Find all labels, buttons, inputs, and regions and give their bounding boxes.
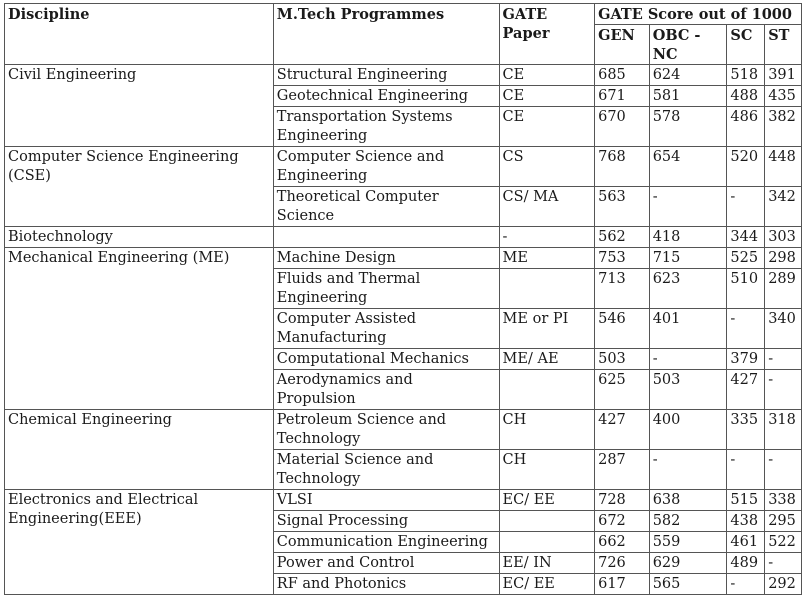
header-obc: OBC - NC — [649, 25, 727, 65]
sc-score-cell: 427 — [727, 370, 765, 410]
st-score-cell: 295 — [765, 511, 802, 532]
sc-score-cell: - — [727, 309, 765, 349]
st-score-cell: 289 — [765, 269, 802, 309]
st-score-cell: 340 — [765, 309, 802, 349]
programme-cell: Theoretical Computer Science — [273, 187, 499, 227]
programme-cell: Material Science and Technology — [273, 450, 499, 490]
st-score-cell: 522 — [765, 532, 802, 553]
programme-cell: Machine Design — [273, 248, 499, 269]
sc-score-cell: - — [727, 574, 765, 595]
gate-paper-cell: EC/ EE — [499, 490, 595, 511]
discipline-cell: Electronics and Electrical Engineering(EEE) — [5, 490, 274, 595]
gen-score-cell: 546 — [595, 309, 650, 349]
table-row — [5, 227, 802, 248]
gate-paper-cell — [499, 532, 595, 553]
discipline-cell: Chemical Engineering — [5, 410, 274, 490]
obc-score-cell: 400 — [649, 410, 727, 450]
table-row — [5, 248, 802, 269]
header-gate-paper: GATE Paper — [499, 4, 595, 65]
gen-score-cell: 753 — [595, 248, 650, 269]
sc-score-cell: 515 — [727, 490, 765, 511]
gate-paper-cell: ME/ AE — [499, 349, 595, 370]
st-score-cell: 448 — [765, 147, 802, 187]
sc-score-cell: 438 — [727, 511, 765, 532]
st-score-cell: 318 — [765, 410, 802, 450]
gate-paper-cell: CH — [499, 450, 595, 490]
gate-paper-cell: CH — [499, 410, 595, 450]
programme-cell: RF and Photonics — [273, 574, 499, 595]
sc-score-cell: 510 — [727, 269, 765, 309]
programme-cell: Signal Processing — [273, 511, 499, 532]
gate-paper-cell: ME or PI — [499, 309, 595, 349]
obc-score-cell: 582 — [649, 511, 727, 532]
gen-score-cell: 617 — [595, 574, 650, 595]
programme-cell: Power and Control — [273, 553, 499, 574]
sc-score-cell: 461 — [727, 532, 765, 553]
obc-score-cell: - — [649, 349, 727, 370]
programme-cell: Transportation Systems Engineering — [273, 107, 499, 147]
sc-score-cell: 379 — [727, 349, 765, 370]
header-programme: M.Tech Programmes — [273, 4, 499, 65]
st-score-cell: 338 — [765, 490, 802, 511]
gate-paper-cell — [499, 269, 595, 309]
gate-paper-cell: ME — [499, 248, 595, 269]
st-score-cell: 292 — [765, 574, 802, 595]
st-score-cell: - — [765, 450, 802, 490]
st-score-cell: 382 — [765, 107, 802, 147]
table-row — [5, 147, 802, 187]
obc-score-cell: 629 — [649, 553, 727, 574]
st-score-cell: - — [765, 349, 802, 370]
obc-score-cell: 418 — [649, 227, 727, 248]
gate-paper-cell: CS — [499, 147, 595, 187]
gen-score-cell: 670 — [595, 107, 650, 147]
st-score-cell: - — [765, 553, 802, 574]
obc-score-cell: - — [649, 187, 727, 227]
gen-score-cell: 672 — [595, 511, 650, 532]
sc-score-cell: 520 — [727, 147, 765, 187]
gen-score-cell: 503 — [595, 349, 650, 370]
gen-score-cell: 427 — [595, 410, 650, 450]
table-row — [5, 490, 802, 511]
obc-score-cell: 401 — [649, 309, 727, 349]
programme-cell: VLSI — [273, 490, 499, 511]
gen-score-cell: 685 — [595, 65, 650, 86]
obc-score-cell: 623 — [649, 269, 727, 309]
programme-cell: Structural Engineering — [273, 65, 499, 86]
obc-score-cell: 624 — [649, 65, 727, 86]
gate-cutoff-table — [4, 3, 802, 595]
gate-paper-cell: CE — [499, 65, 595, 86]
obc-score-cell: 715 — [649, 248, 727, 269]
obc-score-cell: 559 — [649, 532, 727, 553]
gen-score-cell: 768 — [595, 147, 650, 187]
gen-score-cell: 563 — [595, 187, 650, 227]
gate-paper-cell: CE — [499, 86, 595, 107]
header-sc: SC — [727, 25, 765, 65]
obc-score-cell: 503 — [649, 370, 727, 410]
sc-score-cell: - — [727, 450, 765, 490]
obc-score-cell: 565 — [649, 574, 727, 595]
st-score-cell: 342 — [765, 187, 802, 227]
table-body — [5, 65, 802, 595]
sc-score-cell: 488 — [727, 86, 765, 107]
gate-paper-cell: - — [499, 227, 595, 248]
obc-score-cell: 578 — [649, 107, 727, 147]
gen-score-cell: 728 — [595, 490, 650, 511]
obc-score-cell: - — [649, 450, 727, 490]
header-st: ST — [765, 25, 802, 65]
sc-score-cell: 344 — [727, 227, 765, 248]
header-score-group: GATE Score out of 1000 — [595, 4, 802, 25]
table-header — [5, 4, 802, 65]
obc-score-cell: 654 — [649, 147, 727, 187]
obc-score-cell: 638 — [649, 490, 727, 511]
discipline-cell: Civil Engineering — [5, 65, 274, 147]
programme-cell: Computer Science and Engineering — [273, 147, 499, 187]
gate-paper-cell: CE — [499, 107, 595, 147]
sc-score-cell: - — [727, 187, 765, 227]
st-score-cell: - — [765, 370, 802, 410]
obc-score-cell: 581 — [649, 86, 727, 107]
gen-score-cell: 726 — [595, 553, 650, 574]
st-score-cell: 298 — [765, 248, 802, 269]
discipline-cell: Biotechnology — [5, 227, 274, 248]
gate-paper-cell: EC/ EE — [499, 574, 595, 595]
programme-cell — [273, 227, 499, 248]
gate-paper-cell — [499, 370, 595, 410]
sc-score-cell: 525 — [727, 248, 765, 269]
table-row — [5, 410, 802, 450]
header-discipline: Discipline — [5, 4, 274, 65]
gate-paper-cell — [499, 511, 595, 532]
sc-score-cell: 335 — [727, 410, 765, 450]
gate-paper-cell: EE/ IN — [499, 553, 595, 574]
st-score-cell: 303 — [765, 227, 802, 248]
gen-score-cell: 625 — [595, 370, 650, 410]
programme-cell: Aerodynamics and Propulsion — [273, 370, 499, 410]
programme-cell: Geotechnical Engineering — [273, 86, 499, 107]
gen-score-cell: 713 — [595, 269, 650, 309]
st-score-cell: 435 — [765, 86, 802, 107]
sc-score-cell: 489 — [727, 553, 765, 574]
discipline-cell: Computer Science Engineering (CSE) — [5, 147, 274, 227]
table-row — [5, 65, 802, 86]
programme-cell: Computer Assisted Manufacturing — [273, 309, 499, 349]
programme-cell: Petroleum Science and Technology — [273, 410, 499, 450]
st-score-cell: 391 — [765, 65, 802, 86]
sc-score-cell: 518 — [727, 65, 765, 86]
programme-cell: Fluids and Thermal Engineering — [273, 269, 499, 309]
programme-cell: Computational Mechanics — [273, 349, 499, 370]
gen-score-cell: 671 — [595, 86, 650, 107]
gen-score-cell: 287 — [595, 450, 650, 490]
discipline-cell: Mechanical Engineering (ME) — [5, 248, 274, 410]
gen-score-cell: 662 — [595, 532, 650, 553]
programme-cell: Communication Engineering — [273, 532, 499, 553]
header-gen: GEN — [595, 25, 650, 65]
gen-score-cell: 562 — [595, 227, 650, 248]
sc-score-cell: 486 — [727, 107, 765, 147]
gate-paper-cell: CS/ MA — [499, 187, 595, 227]
